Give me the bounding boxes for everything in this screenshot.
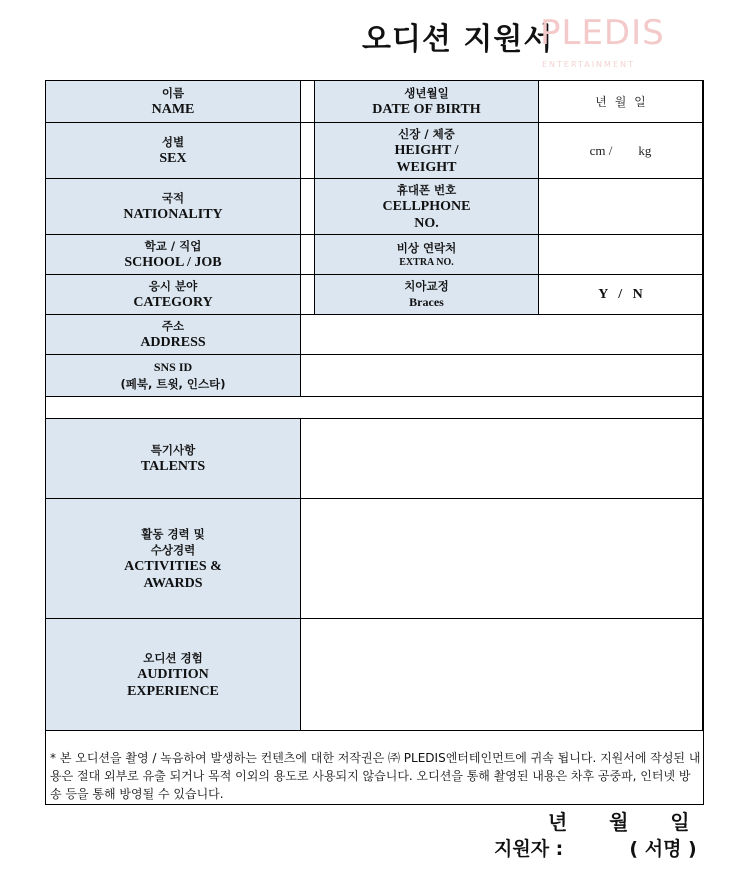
- talents-label: [46, 419, 301, 499]
- address-label-ko: 주소: [161, 319, 185, 333]
- extra-label-en: EXTRA NO.: [399, 257, 454, 268]
- birth-label: [315, 81, 539, 123]
- category-label-en: CATEGORY: [133, 295, 213, 310]
- sns-label-ko: (페북, 트윗, 인스타): [120, 377, 226, 391]
- nationality-label-en: NATIONALITY: [123, 207, 223, 222]
- birth-value-text: 년 월 일: [595, 95, 646, 109]
- activities-label-en1: ACTIVITIES &: [124, 558, 222, 574]
- height-weight-label-ko: 신장 / 체중: [398, 126, 455, 141]
- school-value[interactable]: [301, 235, 315, 275]
- copyright-notice: * 본 오디션을 촬영 / 녹음하여 발생하는 컨텐츠에 대한 저작권은 ㈜ PLEDIS엔터테인먼트에 귀속 됩니다. 지원서에 작성된 내용은 절대 외부로 유출 되거나 목적 이외의 용도로 사용되지 않습니다. 오디션을 통해 촬영된 내용은 차후 공중파, 인터넷 방송 등을 통해 방영될 수 있습니다.: [50, 751, 701, 801]
- sex-label-en: SEX: [159, 151, 187, 166]
- signature-date[interactable]: 년 월 일: [548, 810, 690, 834]
- sns-value[interactable]: [301, 355, 703, 397]
- activities-label: [46, 499, 301, 619]
- school-label-en: SCHOOL / JOB: [124, 255, 222, 270]
- name-label-en: NAME: [151, 102, 195, 117]
- school-label: [46, 235, 301, 275]
- sns-label-en: SNS ID: [153, 360, 193, 374]
- sns-label: [46, 355, 301, 397]
- height-weight-label-en: HEIGHT / WEIGHT: [394, 142, 459, 175]
- sex-value[interactable]: [301, 123, 315, 179]
- audition-label-en2: EXPERIENCE: [127, 683, 219, 699]
- cellphone-label-en: CELLPHONE NO.: [382, 198, 471, 231]
- sex-label: [46, 123, 301, 179]
- cellphone-value[interactable]: [539, 179, 703, 235]
- talents-label-ko: 특기사항: [150, 443, 196, 457]
- address-label-en: ADDRESS: [140, 335, 206, 350]
- braces-yn: Y / N: [598, 286, 643, 302]
- spacer-row: [46, 397, 703, 419]
- extra-label-ko: 비상 연락처: [396, 241, 457, 255]
- braces-label: [315, 275, 539, 315]
- braces-value[interactable]: [539, 275, 703, 315]
- address-value[interactable]: [301, 315, 703, 355]
- form-title: 오디션 지원서: [362, 22, 554, 57]
- extra-value[interactable]: [539, 235, 703, 275]
- logo-wordmark: PLEDIS: [540, 13, 665, 53]
- audition-label: [46, 619, 301, 731]
- activities-label-ko1: 활동 경력 및: [141, 526, 205, 541]
- braces-label-ko: 치아교정: [404, 279, 449, 293]
- application-form: [45, 80, 704, 805]
- signature-applicant[interactable]: 지원자 : ( 서명 ): [494, 838, 697, 860]
- category-label: [46, 275, 301, 315]
- birth-label-en: DATE OF BIRTH: [372, 102, 481, 117]
- name-label-ko: 이름: [161, 86, 185, 100]
- braces-label-en: Braces: [409, 295, 444, 309]
- logo-subtitle: ENTERTAINMENT: [542, 60, 635, 69]
- activities-label-en2: AWARDS: [143, 575, 203, 591]
- sex-label-ko: 성별: [161, 135, 185, 149]
- audition-value[interactable]: [301, 619, 703, 731]
- audition-label-en1: AUDITION: [137, 666, 209, 682]
- extra-label: [315, 235, 539, 275]
- height-weight-value[interactable]: [539, 123, 703, 179]
- talents-label-en: TALENTS: [140, 459, 206, 474]
- activities-label-ko2: 수상경력: [150, 542, 196, 557]
- name-value[interactable]: [301, 81, 315, 123]
- birth-value[interactable]: [539, 81, 703, 123]
- nationality-label-ko: 국적: [161, 191, 185, 205]
- cellphone-label-ko: 휴대폰 번호: [396, 182, 457, 197]
- height-unit: cm /: [589, 142, 613, 158]
- category-value[interactable]: [301, 275, 315, 315]
- address-label: [46, 315, 301, 355]
- birth-label-ko: 생년월일: [404, 86, 449, 100]
- talents-value[interactable]: [301, 419, 703, 499]
- height-weight-label: [315, 123, 539, 179]
- nationality-value[interactable]: [301, 179, 315, 235]
- category-label-ko: 응시 분야: [148, 279, 198, 293]
- cellphone-label: [315, 179, 539, 235]
- weight-unit: kg: [638, 142, 652, 158]
- name-label: [46, 81, 301, 123]
- activities-value[interactable]: [301, 499, 703, 619]
- nationality-label: [46, 179, 301, 235]
- pledis-logo: [540, 13, 665, 72]
- school-label-ko: 학교 / 직업: [144, 239, 202, 253]
- audition-label-ko: 오디션 경험: [143, 650, 203, 665]
